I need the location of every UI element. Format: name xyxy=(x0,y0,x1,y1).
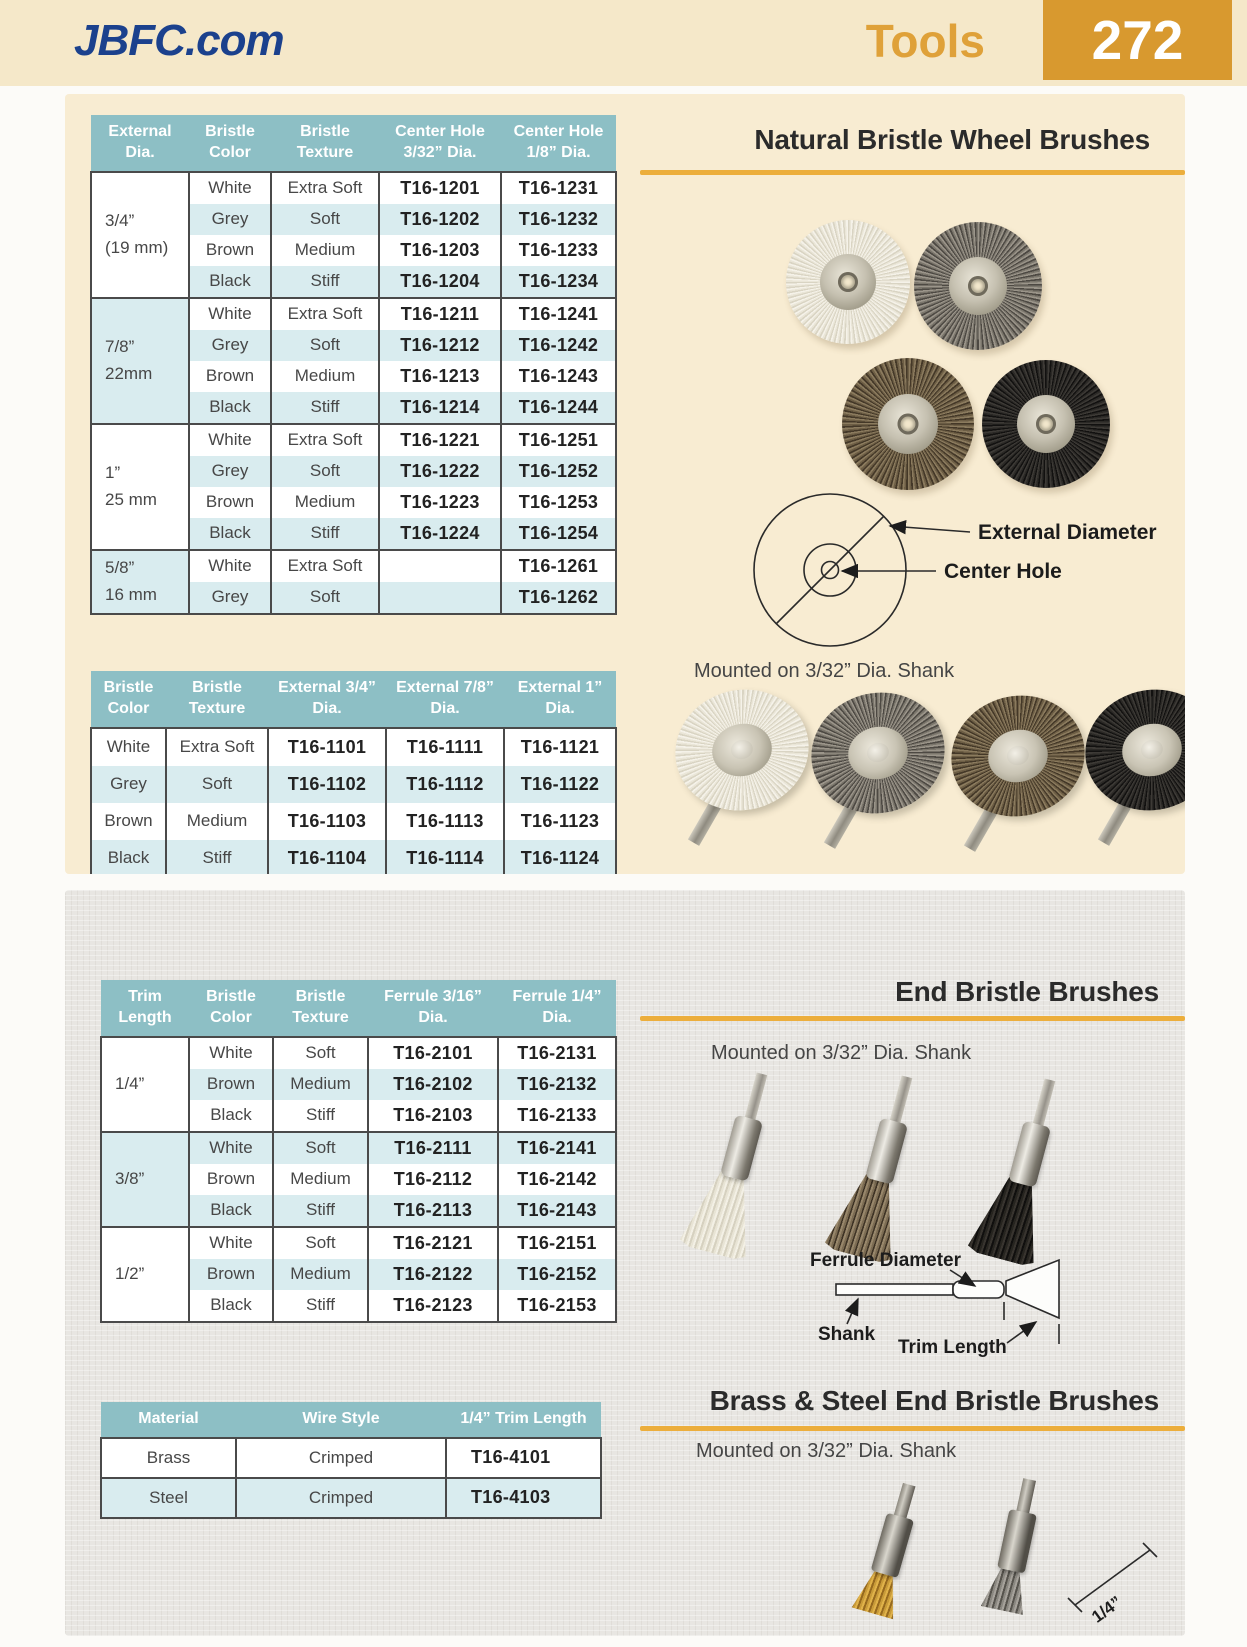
part-number-cell: T16-1254 xyxy=(501,518,616,550)
cell: Black xyxy=(189,518,271,550)
cell: Medium xyxy=(271,361,379,392)
cell: Soft xyxy=(271,582,379,614)
end-bristle-brush-table xyxy=(100,980,617,1323)
part-number-cell: T16-2102 xyxy=(368,1069,498,1100)
wheel-section-heading: Natural Bristle Wheel Brushes xyxy=(754,124,1150,155)
end-brush-white-image xyxy=(662,1060,808,1269)
cell: White xyxy=(189,1037,273,1069)
cell: Stiff xyxy=(166,840,268,874)
part-number-cell: T16-2103 xyxy=(368,1100,498,1132)
cell: Medium xyxy=(273,1164,368,1195)
brass-end-brush-image xyxy=(831,1473,950,1627)
wheel-dimension-diagram xyxy=(680,480,1180,680)
brush-wheel xyxy=(938,682,1097,831)
gold-rule xyxy=(640,1016,1185,1021)
column-header: Material xyxy=(101,1402,236,1438)
column-header: External 7/8” Dia. xyxy=(386,671,504,728)
cell: Medium xyxy=(273,1259,368,1290)
brush-wheel xyxy=(798,679,957,828)
part-number-cell: T16-2122 xyxy=(368,1259,498,1290)
cell: Soft xyxy=(273,1227,368,1259)
group-label-cell: 7/8” 22mm xyxy=(91,298,189,424)
table-row xyxy=(91,550,616,582)
trim-dimension-callout xyxy=(1050,1520,1180,1630)
ferrule xyxy=(997,1509,1037,1574)
table-row xyxy=(101,1438,601,1478)
cell: Brass xyxy=(101,1438,236,1478)
table-row xyxy=(91,766,616,803)
part-number-cell: T16-2121 xyxy=(368,1227,498,1259)
cell: White xyxy=(189,424,271,456)
column-header: Bristle Color xyxy=(189,115,271,172)
part-number-cell: T16-2153 xyxy=(498,1290,616,1322)
part-number-cell: T16-1242 xyxy=(501,330,616,361)
part-number-cell: T16-1232 xyxy=(501,204,616,235)
part-number-cell: T16-1224 xyxy=(379,518,501,550)
part-number-cell: T16-1213 xyxy=(379,361,501,392)
cell: Grey xyxy=(189,456,271,487)
part-number-cell: T16-1212 xyxy=(379,330,501,361)
part-number-cell: T16-1104 xyxy=(268,840,386,874)
column-header: Trim Length xyxy=(101,980,189,1037)
cell: Black xyxy=(189,1100,273,1132)
external-diameter-label: External Diameter xyxy=(978,521,1157,544)
column-header: Bristle Texture xyxy=(271,115,379,172)
part-number-cell: T16-1261 xyxy=(501,550,616,582)
center-hole xyxy=(838,272,858,292)
part-number-cell: T16-1223 xyxy=(379,487,501,518)
part-number-cell: T16-2142 xyxy=(498,1164,616,1195)
part-number-cell: T16-1221 xyxy=(379,424,501,456)
part-number-cell: T16-1114 xyxy=(386,840,504,874)
part-number-cell: T16-1122 xyxy=(504,766,616,803)
part-number-cell: T16-1251 xyxy=(501,424,616,456)
column-header: Bristle Texture xyxy=(166,671,268,728)
end-brushes-panel xyxy=(65,890,1185,1636)
part-number-cell: T16-1214 xyxy=(379,392,501,424)
table-row xyxy=(91,728,616,766)
table-row xyxy=(91,424,616,456)
cell: Steel xyxy=(101,1478,236,1518)
column-header: Bristle Texture xyxy=(273,980,368,1037)
column-header: Center Hole 3/32” Dia. xyxy=(379,115,501,172)
cell: Medium xyxy=(271,235,379,266)
cell: Grey xyxy=(189,582,271,614)
group-label-cell: 5/8” 16 mm xyxy=(91,550,189,614)
cell: Brown xyxy=(189,1164,273,1195)
part-number-cell: T16-1262 xyxy=(501,582,616,614)
part-number-cell: T16-1234 xyxy=(501,266,616,298)
part-number-cell: T16-1253 xyxy=(501,487,616,518)
table-row xyxy=(101,1132,616,1164)
column-header: 1/4” Trim Length xyxy=(446,1402,601,1438)
end-section-heading: End Bristle Brushes xyxy=(895,976,1159,1007)
part-number-cell: T16-4103 xyxy=(446,1478,601,1518)
wheel-brush-white-image xyxy=(786,220,910,344)
cell: Brown xyxy=(189,361,271,392)
part-number-cell: T16-1102 xyxy=(268,766,386,803)
ferrule xyxy=(720,1115,763,1182)
page-number-badge xyxy=(1043,0,1232,80)
part-number-cell: T16-1204 xyxy=(379,266,501,298)
column-header: Wire Style xyxy=(236,1402,446,1438)
cell: Medium xyxy=(273,1069,368,1100)
cell: Soft xyxy=(271,204,379,235)
cell: Medium xyxy=(271,487,379,518)
table-row xyxy=(91,803,616,840)
table-row xyxy=(101,1478,601,1518)
table-row xyxy=(91,172,616,204)
center-hole-label: Center Hole xyxy=(944,560,1062,583)
mounted-note: Mounted on 3/32” Dia. Shank xyxy=(694,660,955,682)
part-number-cell: T16-1203 xyxy=(379,235,501,266)
part-number-cell: T16-1244 xyxy=(501,392,616,424)
part-number-cell: T16-2152 xyxy=(498,1259,616,1290)
table-row xyxy=(101,1037,616,1069)
part-number-cell: T16-2141 xyxy=(498,1132,616,1164)
cell: Extra Soft xyxy=(271,298,379,330)
part-number-cell: T16-1103 xyxy=(268,803,386,840)
column-header: Center Hole 1/8” Dia. xyxy=(501,115,616,172)
part-number-cell: T16-1202 xyxy=(379,204,501,235)
cell: White xyxy=(91,728,166,766)
part-number-cell: T16-2113 xyxy=(368,1195,498,1227)
mounted-note: Mounted on 3/32” Dia. Shank xyxy=(711,1042,972,1064)
part-number-cell: T16-1252 xyxy=(501,456,616,487)
part-number-cell: T16-2132 xyxy=(498,1069,616,1100)
wheel-brush-brown-image xyxy=(842,358,974,490)
part-number-cell: T16-1101 xyxy=(268,728,386,766)
cell: Brown xyxy=(189,235,271,266)
cell: Black xyxy=(189,266,271,298)
part-number-cell: T16-1233 xyxy=(501,235,616,266)
cell: Grey xyxy=(189,330,271,361)
cell: Brown xyxy=(189,1069,273,1100)
wheel-brush-grey-image xyxy=(914,222,1042,350)
cell: Stiff xyxy=(271,266,379,298)
end-brush-dimension-diagram xyxy=(800,1240,1130,1365)
table-row xyxy=(91,298,616,330)
cell: Grey xyxy=(189,204,271,235)
cell: Stiff xyxy=(273,1290,368,1322)
cell: Brown xyxy=(189,487,271,518)
part-number-cell: T16-4101 xyxy=(446,1438,601,1478)
part-number-cell: T16-2112 xyxy=(368,1164,498,1195)
part-number-cell: T16-2101 xyxy=(368,1037,498,1069)
shank-label: Shank xyxy=(818,1324,876,1345)
cell: Stiff xyxy=(271,392,379,424)
ferrule xyxy=(1008,1121,1051,1188)
page-header xyxy=(0,0,1247,86)
cell: Crimped xyxy=(236,1438,446,1478)
table-row xyxy=(101,1227,616,1259)
cell: Crimped xyxy=(236,1478,446,1518)
cell: Stiff xyxy=(271,518,379,550)
part-number-cell: T16-2123 xyxy=(368,1290,498,1322)
part-number-cell: T16-1243 xyxy=(501,361,616,392)
part-number-cell: T16-1113 xyxy=(386,803,504,840)
part-number-cell: T16-2151 xyxy=(498,1227,616,1259)
part-number-cell: T16-2111 xyxy=(368,1132,498,1164)
cell: White xyxy=(189,1132,273,1164)
gold-rule xyxy=(640,170,1185,175)
column-header: Bristle Color xyxy=(189,980,273,1037)
part-number-cell: T16-1111 xyxy=(386,728,504,766)
part-number-cell: T16-1241 xyxy=(501,298,616,330)
cell: Black xyxy=(189,1195,273,1227)
brush-wheel xyxy=(1072,676,1185,825)
center-hole xyxy=(1036,414,1056,434)
ferrule-diameter-label: Ferrule Diameter xyxy=(810,1250,962,1271)
table-row xyxy=(91,840,616,874)
group-label-cell: 1” 25 mm xyxy=(91,424,189,550)
cell: Soft xyxy=(271,456,379,487)
part-number-cell: T16-1211 xyxy=(379,298,501,330)
part-number-cell: T16-1121 xyxy=(504,728,616,766)
cell: Brown xyxy=(91,803,166,840)
cell: Black xyxy=(189,1290,273,1322)
gold-rule xyxy=(640,1426,1185,1431)
cell: Stiff xyxy=(273,1100,368,1132)
cell: Soft xyxy=(166,766,268,803)
cell: Extra Soft xyxy=(166,728,268,766)
group-label-cell: 3/4” (19 mm) xyxy=(91,172,189,298)
group-label-cell: 1/2” xyxy=(101,1227,189,1322)
cell: Soft xyxy=(271,330,379,361)
column-header: Bristle Color xyxy=(91,671,166,728)
ferrule xyxy=(871,1513,914,1578)
column-header: Ferrule 1/4” Dia. xyxy=(498,980,616,1037)
ferrule xyxy=(865,1118,908,1185)
part-number-cell xyxy=(379,550,501,582)
page-number: 272 xyxy=(1091,9,1184,71)
part-number-cell: T16-1201 xyxy=(379,172,501,204)
cell: Soft xyxy=(273,1037,368,1069)
group-label-cell: 1/4” xyxy=(101,1037,189,1132)
cell: Brown xyxy=(189,1259,273,1290)
logo: JBFC.com xyxy=(74,16,284,65)
part-number-cell: T16-1231 xyxy=(501,172,616,204)
cell: Extra Soft xyxy=(271,424,379,456)
wheel-brush-center-hole-table xyxy=(90,115,617,615)
wheel-brushes-panel xyxy=(65,94,1185,874)
brass-section-heading: Brass & Steel End Bristle Brushes xyxy=(709,1385,1159,1416)
cell: Stiff xyxy=(273,1195,368,1227)
trim-length-label: Trim Length xyxy=(898,1337,1007,1358)
brass-steel-brush-table xyxy=(100,1402,602,1519)
center-hole xyxy=(898,414,919,435)
cell: Grey xyxy=(91,766,166,803)
column-header: External Dia. xyxy=(91,115,189,172)
cell: Black xyxy=(91,840,166,874)
part-number-cell xyxy=(379,582,501,614)
column-header: Ferrule 3/16” Dia. xyxy=(368,980,498,1037)
bristles xyxy=(679,1165,766,1262)
part-number-cell: T16-2143 xyxy=(498,1195,616,1227)
cell: White xyxy=(189,1227,273,1259)
cell: Soft xyxy=(273,1132,368,1164)
part-number-cell: T16-1112 xyxy=(386,766,504,803)
cell: Extra Soft xyxy=(271,550,379,582)
mounted-note: Mounted on 3/32” Dia. Shank xyxy=(696,1440,957,1462)
section-title: Tools xyxy=(865,15,985,67)
group-label-cell: 3/8” xyxy=(101,1132,189,1227)
cell: White xyxy=(189,172,271,204)
cell: White xyxy=(189,550,271,582)
center-hole xyxy=(968,276,988,296)
brush-wheel xyxy=(662,676,821,825)
trim-dimension-label: 1/4” xyxy=(1088,1592,1126,1627)
mounted-wheel-brush-table xyxy=(90,671,617,874)
part-number-cell: T16-1123 xyxy=(504,803,616,840)
part-number-cell: T16-2133 xyxy=(498,1100,616,1132)
part-number-cell: T16-1124 xyxy=(504,840,616,874)
wheel-brush-black-image xyxy=(982,360,1110,488)
part-number-cell: T16-1222 xyxy=(379,456,501,487)
part-number-cell: T16-2131 xyxy=(498,1037,616,1069)
cell: Medium xyxy=(166,803,268,840)
column-header: External 3/4” Dia. xyxy=(268,671,386,728)
cell: Black xyxy=(189,392,271,424)
cell: White xyxy=(189,298,271,330)
mounted-wheel-brush-black-image xyxy=(1077,684,1185,862)
cell: Extra Soft xyxy=(271,172,379,204)
column-header: External 1” Dia. xyxy=(504,671,616,728)
